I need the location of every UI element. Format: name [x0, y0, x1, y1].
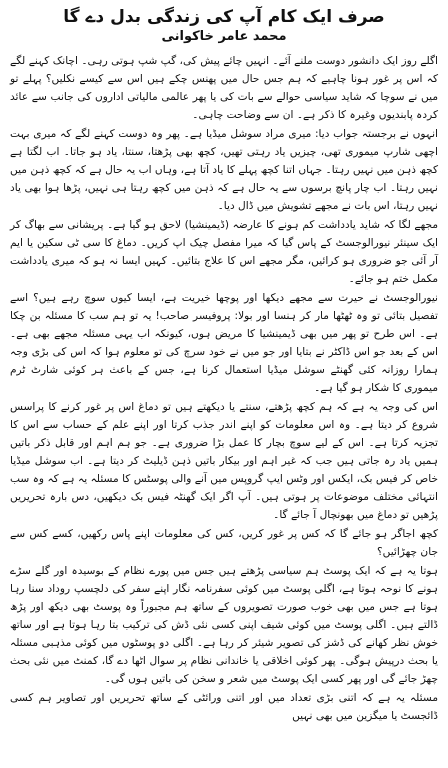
- article-body: [10, 52, 438, 725]
- paragraph: نیورالوجسٹ نے حیرت سے مجھے دیکھا اور پوچھا خیریت ہے، ایسا کیوں سوچ رہے ہیں؟ اسے تفصیل بتائی تو وہ ٹھٹھا مار کر ہنسا اور بولا: پروفیسر صاحب! یہ تو ہم سب کا مسئلہ بن چکا ہے۔ اس طرح تو پھر میں بھی ڈیمینشیا کا مریض ہوں، کیونکہ اب یہی مسئلہ مجھے بھی ہے۔ اس کے بعد جو اس ڈاکٹر نے بتایا اور جو میں نے خود سرچ کی تو معلوم ہوا کہ اس کی بڑی وجہ ہمارا روزانہ کئی گھنٹے سوشل میڈیا استعمال کرنا ہے، جس کے باعث ہر کوئی شارٹ ٹرم میموری کا شکار ہو گیا ہے۔: [10, 292, 438, 394]
- paragraph: انہوں نے برجستہ جواب دیا: میری مراد سوشل میڈیا ہے۔ پھر وہ دوست کہنے لگے کہ میری بہت اچھی شارپ میموری تھی، چیزیں یاد رہتی تھیں، کچھ بھی پڑھتا، سنتا، یاد ہو جاتا۔ اب لگتا ہے کچھ ذہن میں نہیں رہتا۔ جہاں اتنا کچھ پہلے کا یاد آتا ہے، وہاں اب یہ حال ہے کہ کچھ ذہن میں نہیں رہتا۔ اب چار پانچ برسوں سے یہ حال ہے کہ ذہن میں کچھ رہتا ہی نہیں، پڑھا ہوا بھی یاد نہیں رہتا، اس بات نے مجھے تشویش میں ڈال دیا۔: [10, 128, 438, 212]
- paragraph: ہوتا یہ ہے کہ ایک پوسٹ ہم سیاسی پڑھتے ہیں جس میں پورے نظام کے بوسیدہ اور گلے سڑے ہونے کا نوحہ ہوتا ہے، اگلی پوسٹ میں کوئی سفرنامہ نگار اپنے سفر کی دلچسپ روداد سنا رہا ہوتا ہے جس میں بھی خوب صورت تصویروں کے ساتھ ہم مجبوراً وہ پوسٹ بھی دیکھ اور پڑھ ڈالتے ہیں۔ اگلی پوسٹ میں کوئی شیف اپنی کسی نئی ڈش کی ترکیب بتا رہا ہوتا ہے اور ساتھ خوش نظر کھانے کی ڈشز کی تصویر شیئر کر رہا ہے۔ اگلی دو پوسٹوں میں کوئی مذہبی مسئلہ یا بحث درپیش ہوگی۔ پھر کوئی اخلاقی یا خاندانی نظام پر سوال اٹھا دے گا، کمنٹ میں نئی بحث چھڑ جائے گی اور پھر کسی ایک پوسٹ میں شعر و سخن کی باتیں ہوں گی۔: [10, 565, 438, 685]
- article-title: صرف ایک کام آپ کی زندگی بدل دے گا: [63, 7, 385, 27]
- paragraph: کچھ اجاگر ہو جائے گا کہ کس پر غور کریں، کس کی معلومات اپنے پاس رکھیں، کسے کس سے جان چھڑائیں؟: [10, 528, 438, 558]
- article-author: محمد عامر خاکوانی: [161, 29, 287, 44]
- paragraph: اس کی وجہ یہ ہے کہ ہم کچھ پڑھتے، سنتے یا دیکھتے ہیں تو دماغ اس پر غور کرنے کا پراسس شروع کر دیتا ہے۔ وہ اس معلومات کو اپنے اندر جذب کرتا اور اپنے علم کے حساب سے اس کا تجزیہ کرتا ہے۔ اس کے لیے سوچ بچار کا عمل بڑا ضروری ہے۔ جو ہم اہم اور قابل ذکر باتیں ہمیں یاد رہ جاتی ہیں جب کہ غیر اہم اور بیکار باتیں ذہن ڈیلیٹ کر دیتا ہے۔ اب سوشل میڈیا خاص کر فیس بک، ایکس اور وٹس ایپ گروپس میں آنے والی پوسٹس کا مسئلہ یہ ہے کہ وہ سب انتہائی مختلف موضوعات پر ہوتی ہیں۔ آپ اگر ایک گھنٹہ فیس بک دیکھیں، دس بارہ تحریریں پڑھیں تو دماغ میں بھونچال آ جائے گا۔: [10, 401, 438, 521]
- paragraph: مسئلہ یہ ہے کہ اتنی بڑی تعداد میں اور اتنی ورائٹی کے ساتھ تحریریں اور تصاویر ہم کسی ڈائجسٹ یا میگزین میں بھی نہیں: [10, 692, 438, 722]
- paragraph: مجھے لگا کہ شاید یادداشت کم ہونے کا عارضہ (ڈیمینشیا) لاحق ہو گیا ہے۔ پریشانی سے بھاگ کر ایک سینئر نیورالوجسٹ کے پاس گیا کہ میرا مفصل چیک اپ کریں۔ دماغ کا سی ٹی سکین یا ایم آر آئی جو ضروری ہو کرائیں، مگر مجھے اس کا علاج بتائیں۔ کہیں ایسا نہ ہو کہ میری یادداشت مکمل ختم ہو جائے۔: [10, 219, 438, 285]
- paragraph: اگلے روز ایک دانشور دوست ملنے آئے۔ انہیں چائے پیش کی، گپ شپ ہوتی رہی۔ اچانک کہنے لگے کہ اس پر غور ہونا چاہیے کہ ہم جس حال میں پھنس چکے ہیں اس سے کیسے نکلیں؟ پہلے تو میں نے سوچا کہ شاید سیاسی حوالے سے بات کی یا پھر عالمی مالیاتی اداروں کی جانب سے عائد کردہ پابندیوں وغیرہ کا ذکر ہے۔ ان سے وضاحت چاہی۔: [10, 55, 438, 121]
